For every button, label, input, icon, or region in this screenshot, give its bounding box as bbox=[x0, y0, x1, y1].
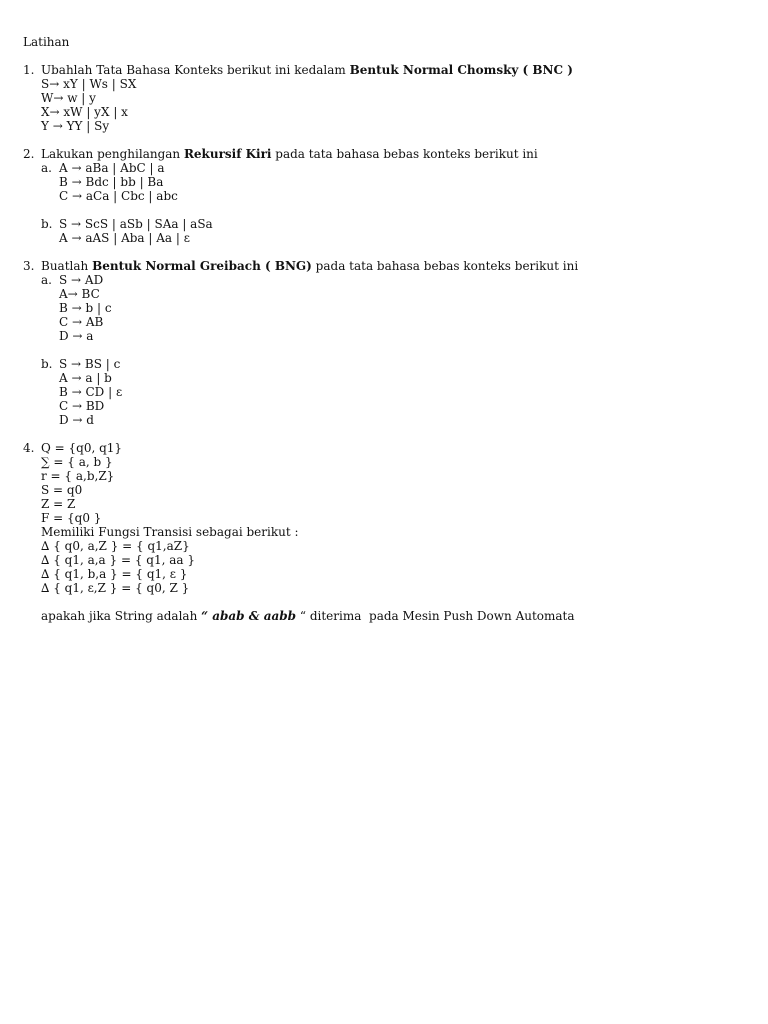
question-4-definition: F = {q0 } bbox=[41, 511, 102, 525]
question-3b-rule: A → a | b bbox=[59, 371, 112, 385]
question-2a-rule: C → aCa | Cbc | abc bbox=[59, 189, 178, 203]
question-4-question-tail: “ diterima pada Mesin Push Down Automata bbox=[296, 609, 575, 623]
question-3-intro-tail: pada tata bahasa bebas konteks berikut ini bbox=[311, 259, 579, 273]
document-title: Latihan bbox=[23, 35, 70, 49]
question-2a-label: a. bbox=[41, 161, 52, 175]
question-2b-rule: S → ScS | aSb | SAa | aSa bbox=[59, 217, 213, 231]
question-4-number: 4. bbox=[23, 441, 35, 455]
question-1-intro-bold: Bentuk Normal Chomsky ( BNC ) bbox=[349, 63, 573, 77]
question-1-number: 1. bbox=[23, 63, 35, 77]
question-3-intro-text: Buatlah bbox=[41, 259, 93, 273]
question-1-rule: S→ xY | Ws | SX bbox=[41, 77, 137, 91]
question-3-intro-bold: Bentuk Normal Greibach ( BNG) bbox=[92, 259, 312, 273]
question-4-transition: ∆ { q0, a,Z } = { q1,aZ} bbox=[41, 539, 190, 553]
question-2-intro-text: Lakukan penghilangan bbox=[41, 147, 184, 161]
question-4-question-strings: “ abab & aabb bbox=[201, 609, 297, 623]
question-2-intro-bold: Rekursif Kiri bbox=[183, 147, 272, 161]
question-3b-rule: S → BS | c bbox=[59, 357, 121, 371]
question-1-rule: W→ w | y bbox=[41, 91, 96, 105]
question-3a-rule: S → AD bbox=[59, 273, 104, 287]
question-2a-rule: A → aBa | AbC | a bbox=[59, 161, 165, 175]
question-2a-rule: B → Bdc | bb | Ba bbox=[59, 175, 164, 189]
question-3a-rule: A→ BC bbox=[59, 287, 100, 301]
question-3a-rule: D → a bbox=[59, 329, 94, 343]
question-3a-rule: C → AB bbox=[59, 315, 104, 329]
question-4-definition: Q = {q0, q1} bbox=[41, 441, 123, 455]
question-4-definition: r = { a,b,Z} bbox=[41, 469, 115, 483]
question-4-transition: ∆ { q1, a,a } = { q1, aa } bbox=[41, 553, 195, 567]
question-4-definition: Z = Z bbox=[41, 497, 76, 511]
question-2-intro bbox=[41, 147, 538, 161]
question-3b-rule: D → d bbox=[59, 413, 94, 427]
question-4-definition: S = q0 bbox=[41, 483, 83, 497]
question-4-definition: ∑ = { a, b } bbox=[41, 455, 113, 469]
question-2-intro-tail: pada tata bahasa bebas konteks berikut ini bbox=[271, 147, 538, 161]
question-2b-rule: A → aAS | Aba | Aa | ε bbox=[59, 231, 190, 245]
question-3-number: 3. bbox=[23, 259, 35, 273]
question-3b-label: b. bbox=[41, 357, 53, 371]
question-3b-rule: B → CD | ε bbox=[59, 385, 123, 399]
question-4-question bbox=[41, 609, 575, 623]
question-2b-label: b. bbox=[41, 217, 53, 231]
question-4-transition: ∆ { q1, ε,Z } = { q0, Z } bbox=[41, 581, 190, 595]
question-2-number: 2. bbox=[23, 147, 35, 161]
question-4-transition-intro: Memiliki Fungsi Transisi sebagai berikut : bbox=[41, 525, 299, 539]
question-1-intro bbox=[41, 63, 573, 77]
question-3a-rule: B → b | c bbox=[59, 301, 112, 315]
question-3a-label: a. bbox=[41, 273, 52, 287]
question-1-rule: Y → YY | Sy bbox=[41, 119, 110, 133]
question-4-transition: ∆ { q1, b,a } = { q1, ε } bbox=[41, 567, 188, 581]
question-3b-rule: C → BD bbox=[59, 399, 105, 413]
question-1-rule: X→ xW | yX | x bbox=[41, 105, 128, 119]
question-3-intro bbox=[41, 259, 578, 273]
question-4-question-text: apakah jika String adalah bbox=[41, 609, 202, 623]
question-1-intro-text: Ubahlah Tata Bahasa Konteks berikut ini kedalam bbox=[41, 63, 350, 77]
